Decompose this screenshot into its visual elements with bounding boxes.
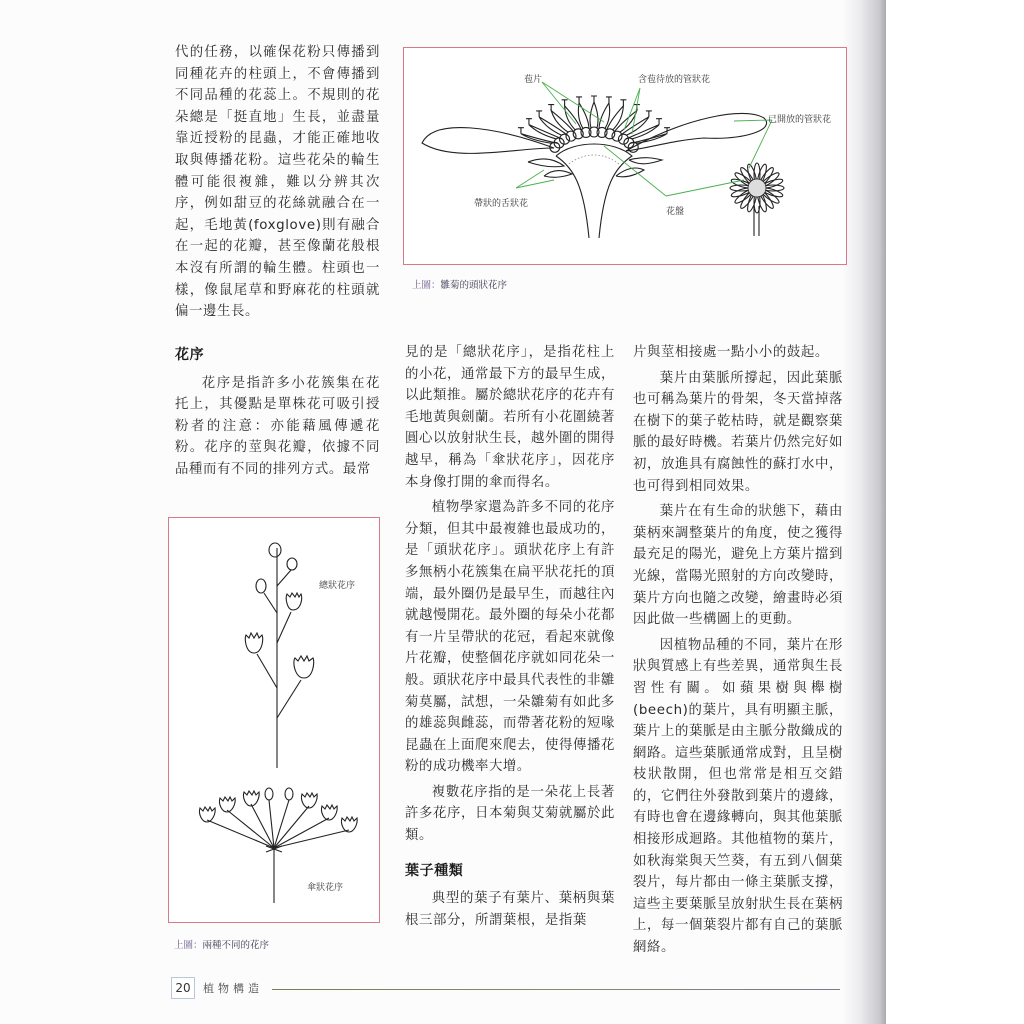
floret-stigma — [606, 97, 612, 103]
bract — [629, 158, 662, 164]
umbel-bud — [285, 788, 293, 800]
raceme-illustration — [245, 543, 313, 768]
open-daisy-illustration — [730, 163, 784, 236]
umbel-flower — [341, 817, 357, 832]
floret-corolla — [529, 125, 562, 139]
pedicel — [277, 612, 291, 643]
floret-stigma — [536, 111, 542, 117]
floret-stigma — [518, 128, 524, 134]
umbel-ray — [274, 806, 309, 848]
floret-stigma — [646, 111, 652, 117]
body-paragraph: 片與莖相接處一點小小的鼓起。 — [633, 345, 829, 360]
body-paragraph: 葉片在有生命的狀態下，藉由葉柄來調整葉片的角度，使之獲得最充足的陽光，避免上方葉片擋到光線，當陽光照射的方向改變時，葉片方向也隨之改變，繪畫時必須因此做一些構圖上的更動。 — [633, 504, 843, 628]
receptacle — [556, 144, 632, 238]
bract — [544, 171, 572, 178]
body-paragraph: 因植物品種的不同，葉片在形狀與質感上有些差異，通常與生長習性有關。如蘋果樹與櫸樹(beech)的葉片，具有明顯主脈，葉片上的葉脈是由主脈分散織成的網路。這些葉脈通常成對，且呈樹枝狀散開，但也常常是相互交錯的，它們往外發散到葉片的邊緣，有時也會在邊緣轉向，與其他葉脈相接形成迴路。其他植物的葉片，如秋海棠與天竺葵，有五到八個葉裂片，每片都由一條主葉脈支撐，這些主要葉脈呈放射狀生長在葉柄上，每一個葉裂片都有自己的葉脈網絡。 — [633, 637, 843, 956]
figure-caption-inflorescences: 上圖：兩種不同的花序 — [174, 940, 270, 951]
label-umbel: 傘狀花序 — [307, 883, 344, 893]
label-bud-tubular: 含苞待放的管狀花 — [638, 75, 711, 85]
bract — [528, 159, 564, 167]
raceme-flower — [286, 593, 301, 610]
raceme-flower — [294, 656, 314, 678]
umbel-ray — [274, 830, 349, 848]
receptacle-dotted-line — [569, 155, 619, 164]
column-2 — [405, 342, 615, 931]
body-paragraph: 複數花序指的是一朵花上長著許多花序，日本菊與艾菊就屬於此類。 — [405, 784, 615, 844]
raceme-bud — [256, 579, 266, 593]
scan-margin — [886, 0, 1024, 1024]
page-gutter-shadow — [842, 0, 886, 1024]
floret-stigma — [576, 97, 582, 103]
section-heading-leaf-types: 葉子種類 — [405, 862, 464, 879]
figure-daisy-capitulum — [403, 47, 847, 265]
daisy-disc — [748, 179, 766, 197]
raceme-bud — [287, 558, 297, 570]
raceme-bud — [269, 543, 281, 557]
umbel-ray — [207, 820, 274, 848]
pedicel — [277, 680, 301, 718]
figure-two-inflorescences — [168, 517, 380, 923]
body-paragraph: 代的任務，以確保花粉只傳播到同種花卉的柱頭上，不會傳播到不同品種的花蕊上。不規則的花朵總是「挺直地」生長，並盡量靠近授粉的昆蟲，才能正確地收取與傳播花粉。這些花朵的輪生體可能很複雜，難以分辨其次序，例如甜豆的花絲就融合在一起，毛地黃(foxglove)則有融合在一起的花瓣，甚至像蘭花般根本沒有所謂的輪生體。柱頭也一樣，像鼠尾草和野麻花的柱頭就偏一邊生長。 — [175, 45, 380, 320]
umbel-bud — [265, 788, 273, 800]
floret-stigma — [620, 100, 626, 106]
running-footer-chapter: 植物構造 — [203, 982, 263, 995]
label-disc: 花盤 — [666, 207, 685, 217]
figure-caption-daisy: 上圖：雛菊的頭狀花序 — [412, 280, 508, 291]
pedicel — [257, 654, 277, 688]
umbel-flower — [321, 805, 337, 820]
floret-stigma — [548, 105, 554, 111]
floret-corolla — [599, 103, 610, 128]
floret-stigma — [526, 119, 532, 125]
daisy-diagram — [404, 48, 846, 264]
floret-corolla — [539, 117, 567, 135]
umbel-flower — [243, 791, 259, 806]
left-ray-floret — [422, 128, 554, 154]
body-paragraph: 典型的葉子有葉片、葉柄與葉根三部分，所謂葉根，是指葉 — [405, 891, 615, 928]
page-number: 20 — [171, 977, 195, 999]
floret-ovary — [612, 131, 622, 141]
footer-rule — [272, 989, 840, 990]
floret-corolla — [551, 111, 574, 133]
label-bract: 苞片 — [524, 75, 543, 85]
floret-corolla — [590, 102, 598, 128]
umbel-flower — [301, 793, 317, 808]
body-paragraph: 花序是指許多小花簇集在花托上，其優點是單株花可吸引授粉者的注意：亦能藉風傳遞花粉。花序的莖與花瓣，依據不同品種而有不同的排列方式。最常 — [175, 375, 380, 477]
section-heading: 花序 — [175, 347, 205, 363]
column-3 — [633, 342, 843, 959]
floret-corolla — [614, 111, 637, 133]
pedicel — [264, 593, 277, 613]
floret-stigma — [562, 100, 568, 106]
floret-stigma — [656, 119, 662, 125]
label-ray-floret: 帶狀的舌狀花 — [474, 199, 529, 209]
section-inflorescence — [175, 345, 380, 481]
pedicel — [277, 570, 291, 586]
floret-ovary — [566, 131, 576, 141]
leader-line — [604, 146, 744, 196]
umbel-stem — [266, 846, 282, 903]
body-paragraph: 葉片由葉脈所撐起，因此葉脈也可稱為葉片的骨架，冬天當掉落在樹下的葉子乾枯時，就是觀察葉脈的最好時機。若葉片仍然完好如初，放進具有腐蝕性的蘇打水中，也可得到相同效果。 — [633, 370, 843, 494]
label-raceme: 總狀花序 — [319, 581, 356, 591]
raceme-flower — [245, 633, 262, 653]
column-1-top — [175, 42, 380, 323]
umbel-ray — [227, 810, 274, 848]
body-paragraph: 植物學家還為許多不同的花序分類，但其中最複雜也最成功的，是「頭狀花序」。頭狀花序上有許多無柄小花簇集在扁平狀花托的頂端，最外圈仍是最早生，而越往內就越慢開花。最外圈的每朵小花都有一片呈帶狀的花冠，看起來就像片花瓣，使整個花序就如同花朵一般。頭狀花序中最具代表性的非雛菊莫屬，試想，一朵雛菊有如此多的雄蕊與雌蕊，而帶著花粉的短喙昆蟲在上面爬來爬去，使得傳播花粉的成功機率大增。 — [405, 500, 615, 775]
leader-line — [734, 120, 772, 168]
floret-stigma — [591, 96, 597, 102]
label-open-tubular: 已開放的管狀花 — [768, 115, 832, 125]
body-paragraph: 見的是「總狀花序」，是指花柱上的小花，通常最下方的最早生成，以此類推。屬於總狀花序的花卉有毛地黃與劍蘭。若所有小花圍繞著圓心以放射狀生長，越外圍的開得越早，稱為「傘狀花序」，因花序本身像打開的傘而得名。 — [405, 345, 615, 490]
